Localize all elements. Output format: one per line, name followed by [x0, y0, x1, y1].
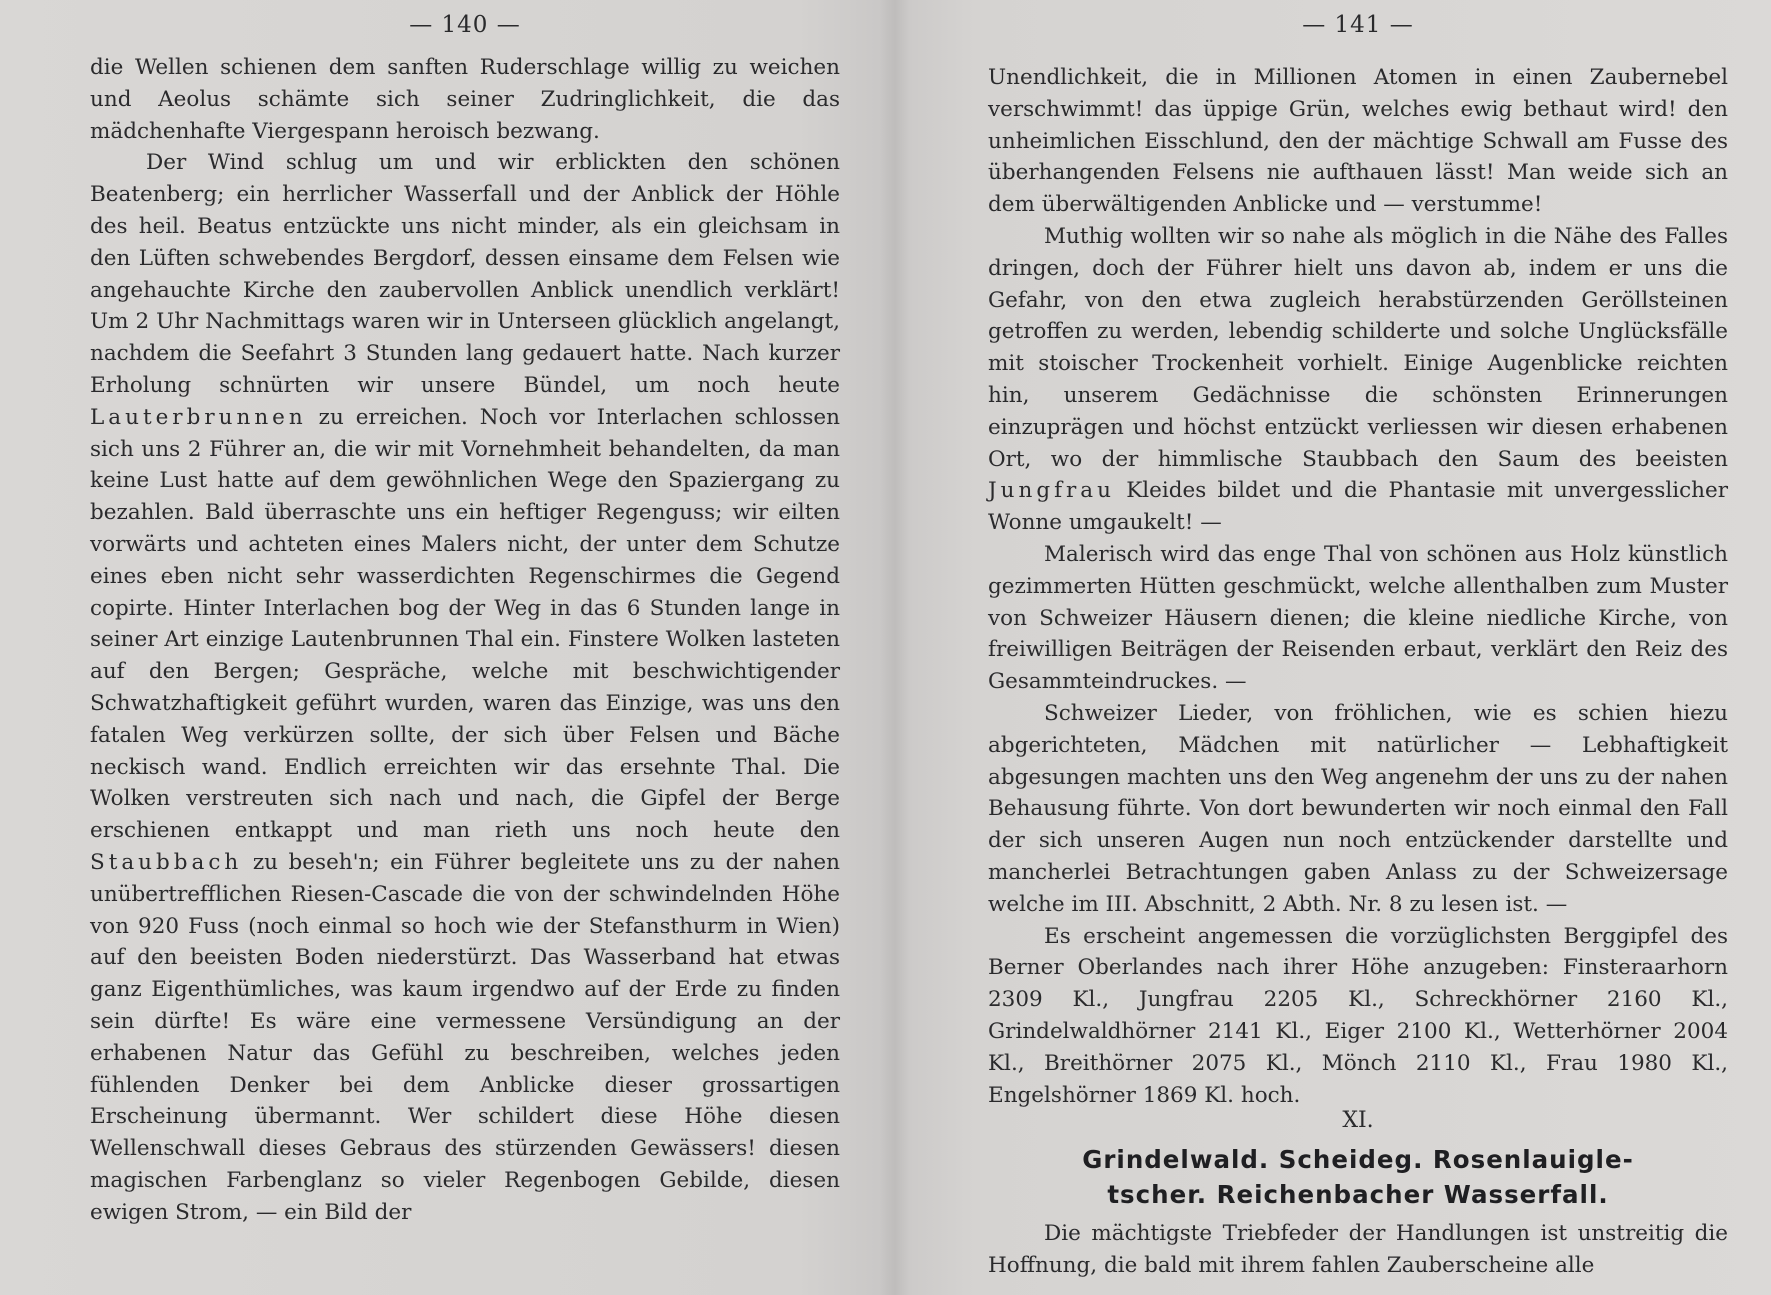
- paragraph: [988, 921, 1728, 1112]
- text-run: Malerisch wird das enge Thal von schönen aus Holz künstlich gezimmerten Hütten geschmückt, welche allenthalben zum Muster von Schweizer Häusern dienen; die kleine niedliche Kirche, von freiwilligen Beiträgen der Reisenden erbaut, verklärt den Reiz des Gesammteindruckes. —: [988, 541, 1728, 695]
- page-number: — 141 —: [1302, 12, 1414, 38]
- text-run: Schweizer Lieder, von fröhlichen, wie es schien hiezu abgerichteten, Mädchen mit natürlicher — Lebhaftigkeit abgesungen machten uns den Weg angenehm der uns zu der nahen Behausung führte. Von dort bewunderten wir noch einmal den Fall der sich unseren Augen nun noch entzückender darstellte und mancherlei Betrachtungen gaben Anlass zu der Schweizersage welche im III. Abschnitt, 2 Abth. Nr. 8 zu lesen ist. —: [988, 700, 1728, 917]
- paragraph: [988, 698, 1728, 921]
- text-run: Es erscheint angemessen die vorzüglichsten Berggipfel des Berner Oberlandes nach ihrer Höhe anzugeben: Finsteraarhorn 2309 Kl., Jungfrau 2205 Kl., Schreckhörner 2160 Kl., Grindelwaldhörner 2141 Kl., Eiger 2100 Kl., Wetterhörner 2004 Kl., Breithörner 2075 Kl., Mönch 2110 Kl., Frau 1980 Kl., Engelshörner 1869 Kl. hoch.: [988, 923, 1728, 1108]
- page-body: [988, 62, 1728, 1111]
- spaced-place-name: Staubbach: [90, 849, 243, 875]
- left-page: [90, 0, 840, 1295]
- chapter-title: [988, 1142, 1728, 1212]
- chapter-title-line: tscher. Reichenbacher Wasserfall.: [1107, 1180, 1609, 1209]
- paragraph: [988, 539, 1728, 698]
- book-gutter: [880, 0, 910, 1295]
- text-run: die Wellen schienen dem sanften Ruderschlage willig zu weichen und Aeolus schämte sich seiner Zudringlichkeit, die das mädchenhafte Viergespann heroisch bezwang.: [90, 55, 840, 144]
- text-run: zu erreichen. Noch vor Interlachen schlossen sich uns 2 Führer an, die wir mit Vornehmheit behandelten, da man keine Lust hatte auf dem gewöhnlichen Wege den Spaziergang zu bezahlen. Bald überraschte uns ein heftiger Regenguss; wir eilten vorwärts und achteten eines Malers nicht, der unter dem Schutze eines eben nicht sehr wasserdichten Regenschirmes die Gegend copirte. Hinter Interlachen bog der Weg in das 6 Stunden lange in seiner Art einzige Lautenbrunnen Thal ein. Finstere Wolken lasteten auf den Bergen; Gespräche, welche mit beschwichtigender Schwatzhaftigkeit geführt wurden, waren das Einzige, was uns den fatalen Weg verkürzen sollte, der sich über Felsen und Bäche neckisch wand. Endlich erreichten wir das ersehnte Thal. Die Wolken verstreuten sich nach und nach, die Gipfel der Berge erschienen entkappt und man rieth uns noch heute den: [90, 404, 840, 844]
- paragraph: [988, 62, 1728, 221]
- spaced-place-name: Jungfrau: [988, 478, 1115, 504]
- paragraph: Die mächtigste Triebfeder der Handlungen ist unstreitig die Hoffnung, die bald mit ihrem fahlen Zauberscheine alle: [988, 1221, 1728, 1278]
- text-run: zu beseh'n; ein Führer begleitete uns zu der nahen unübertrefflichen Riesen-Cascade die von der schwindelnden Höhe von 920 Fuss (noch einmal so hoch wie der Stefansthurm in Wien) auf den beeisten Boden niederstürzt. Das Wasserband hat etwas ganz Eigenthümliches, was kaum irgendwo auf der Erde zu finden sein dürfte! Es wäre eine vermessene Versündigung an der erhabenen Natur das Gefühl zu beschreiben, welches jeden fühlenden Denker bei dem Anblicke dieser grossartigen Erscheinung übermannt. Wer schildert diese Höhe diesen Wellenschwall dieses Gebraus des stürzenden Gewässers! diesen magischen Farbenglanz so vieler Regenbogen Gebilde, diesen ewigen Strom, — ein Bild der: [90, 849, 840, 1225]
- chapter-intro: [988, 1218, 1728, 1282]
- page-number: — 140 —: [409, 12, 521, 38]
- text-run: Der Wind schlug um und wir erblickten den schönen Beatenberg; ein herrlicher Wasserfall und der Anblick der Höhle des heil. Beatus entzückte uns nicht minder, als ein gleichsam in den Lüften schwebendes Bergdorf, dessen einsame dem Felsen wie angehauchte Kirche den zaubervollen Anblick unendlich verklärt! Um 2 Uhr Nachmittags waren wir in Unterseen glücklich angelangt, nachdem die Seefahrt 3 Stunden lang gedauert hatte. Nach kurzer Erholung schnürten wir unsere Bündel, um noch heute: [90, 150, 840, 398]
- page-body: [90, 52, 840, 1228]
- spaced-place-name: Lauterbrunnen: [90, 404, 307, 430]
- paragraph: [988, 221, 1728, 539]
- chapter-title-line: Grindelwald. Scheideg. Rosenlauigle-: [1082, 1145, 1634, 1174]
- chapter-number: XI.: [1342, 1108, 1374, 1133]
- paragraph: [90, 147, 840, 1228]
- right-page: [988, 0, 1728, 1295]
- text-run: Unendlichkeit, die in Millionen Atomen in einen Zaubernebel verschwimmt! das üppige Grün, welches ewig bethaut wird! den unheimlichen Eisschlund, den der mächtige Schwall am Fusse des überhangenden Felsens nie aufthauen lässt! Man weide sich an dem überwältigenden Anblicke und — verstumme!: [988, 65, 1728, 218]
- paragraph: [90, 52, 840, 147]
- text-run: Muthig wollten wir so nahe als möglich in die Nähe des Falles dringen, doch der Führer hielt uns davon ab, indem er uns die Gefahr, von den etwa zugleich herabstürzenden Geröllsteinen getroffen zu werden, lebendig schilderte und solche Unglücksfälle mit stoischer Trockenheit vorhielt. Einige Augenblicke reichten hin, unserem Gedächnisse die schönsten Erinnerungen einzuprägen und höchst entzückt verliessen wir diesen erhabenen Ort, wo der himmlische Staubbach den Saum des beeisten: [988, 223, 1728, 472]
- text-run: Kleides bildet und die Phantasie mit unvergesslicher Wonne umgaukelt! —: [988, 478, 1728, 536]
